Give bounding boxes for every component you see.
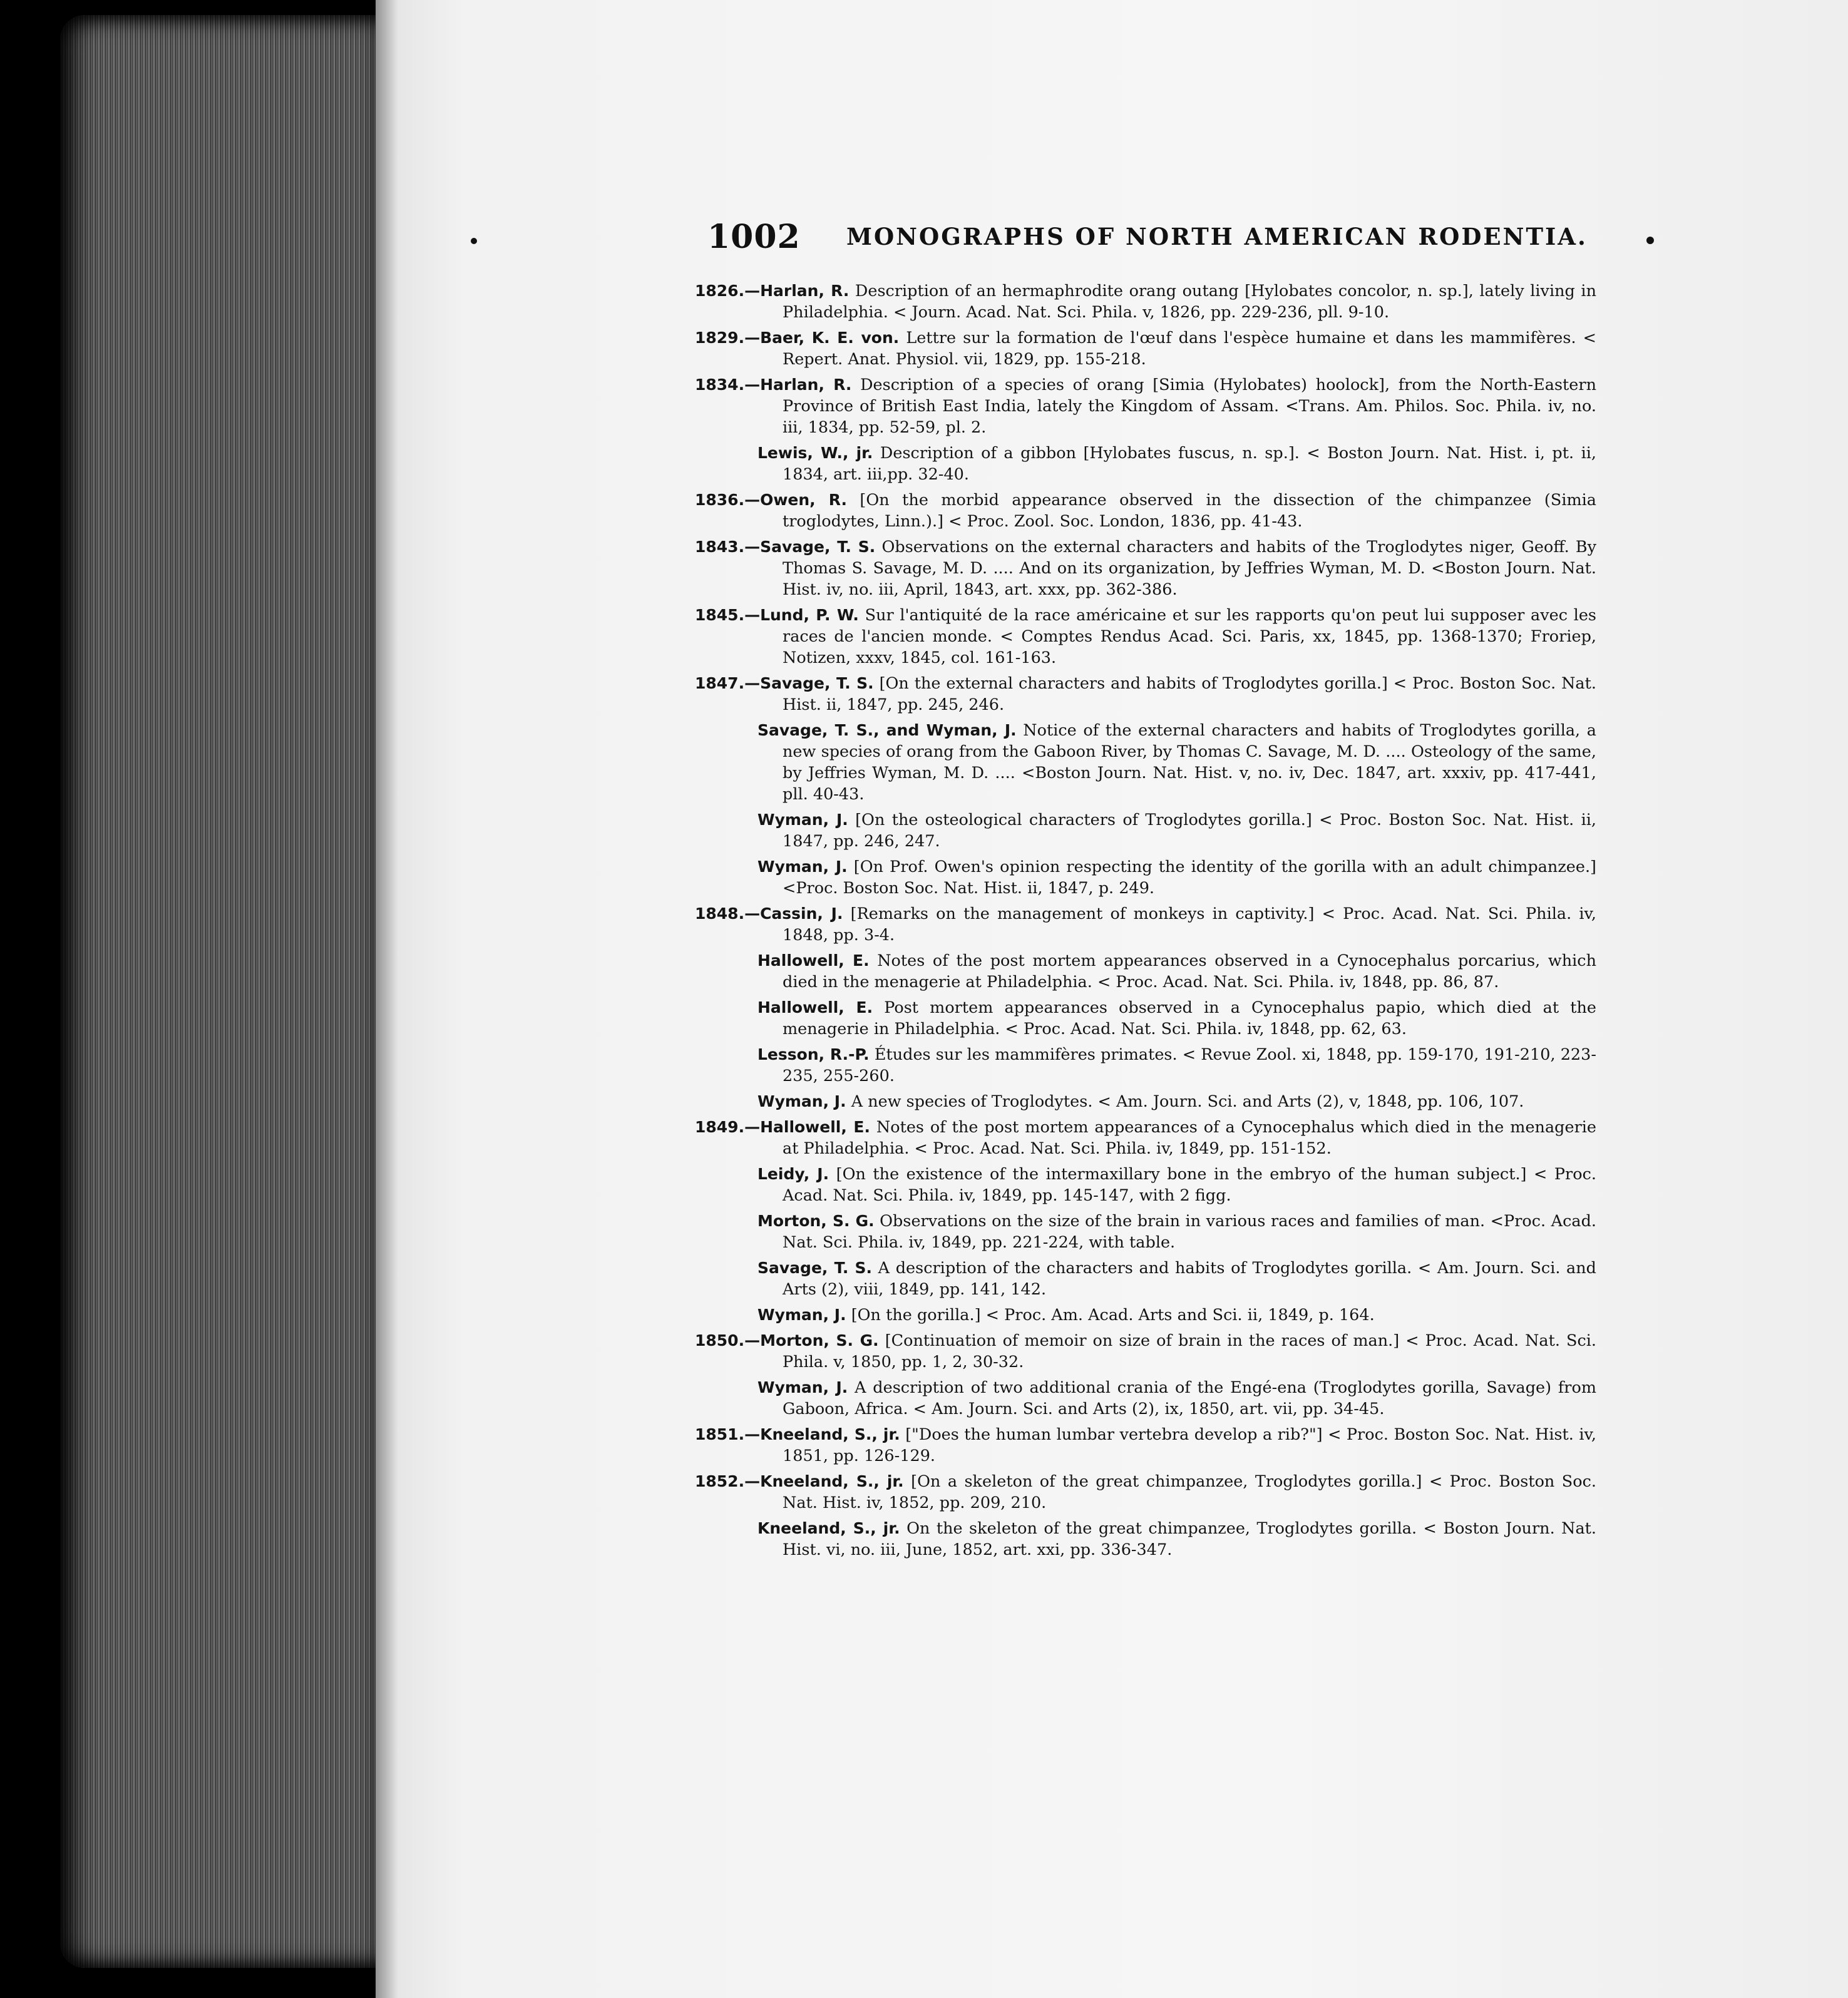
entry-text: Études sur les mammifères primates. < Revue Zool. xi, 1848, pp. 159-170, 191-210, 223-235, 255-260. [783, 1045, 1597, 1085]
bibliography-entry [695, 1117, 1596, 1159]
bibliography-entry [695, 720, 1596, 805]
bibliography-entry [695, 374, 1596, 438]
entry-author: Hallowell, E. [757, 951, 870, 970]
entry-year: 1851.— [695, 1425, 761, 1443]
entry-year: 1845.— [695, 606, 761, 624]
entry-year: 1847.— [695, 674, 761, 692]
entry-author: Wyman, J. [757, 811, 848, 829]
entry-year: 1849.— [695, 1118, 761, 1136]
entry-text: Notes of the post mortem appearances of a Cynocephalus which died in the menagerie at Philadelphia. < Proc. Acad. Nat. Sci. Phila. iv, 1849, pp. 151-152. [783, 1118, 1597, 1158]
bibliography-entry [695, 1164, 1596, 1206]
entry-author: Lesson, R.-P. [757, 1045, 870, 1063]
entry-text: Description of a species of orang [Simia (Hylobates) hoolock], from the North-Eastern Province of British East India, lately the Kingdom of Assam. <Trans. Am. Philos. Soc. Phila. iv, no. iii, 1834, pp. 52-59, pl. 2. [783, 376, 1596, 437]
entry-author: Leidy, J. [757, 1165, 829, 1183]
bibliography-entry [695, 605, 1596, 669]
entry-author: Wyman, J. [757, 1092, 846, 1110]
entry-text: Notice of the external characters and habits of Troglodytes gorilla, a new species of orang from the Gaboon River, by Thomas C. Savage, M. D. .... Osteology of the same, by Jeffries Wyman, M. D. .... <Boston Journ. Nat. Hist. v, no. iv, Dec. 1847, art. xxxiv, pp. 417-441, pll. 40-43. [783, 721, 1596, 804]
bibliography-list [695, 280, 1596, 1565]
entry-author: Hallowell, E. [757, 998, 873, 1017]
entry-text: [On the existence of the intermaxillary bone in the embryo of the human subject.] < Proc. Acad. Nat. Sci. Phila. iv, 1849, pp. 145-147, with 2 figg. [783, 1165, 1596, 1205]
entry-author: Baer, K. E. von. [760, 329, 900, 347]
entry-author: Owen, R. [760, 491, 847, 509]
running-title: MONOGRAPHS OF NORTH AMERICAN RODENTIA. [846, 223, 1588, 250]
entry-text: [Continuation of memoir on size of brain in the races of man.] < Proc. Acad. Nat. Sci. Phila. v, 1850, pp. 1, 2, 30-32. [783, 1331, 1596, 1371]
entry-author: Savage, T. S. [760, 674, 874, 692]
entry-text: On the skeleton of the great chimpanzee, Troglodytes gorilla. < Boston Journ. Nat. Hist. vi, no. iii, June, 1852, art. xxi, pp. 336-347. [783, 1519, 1597, 1559]
entry-text: ["Does the human lumbar vertebra develop a rib?"] < Proc. Boston Soc. Nat. Hist. iv, 1851, pp. 126-129. [783, 1425, 1597, 1465]
bibliography-entry [695, 536, 1596, 600]
bibliography-entry [695, 1258, 1596, 1300]
page-number: 1002 [707, 218, 801, 256]
bibliography-entry [695, 809, 1596, 852]
margin-dot-left [471, 238, 477, 244]
entry-text: [On the osteological characters of Troglodytes gorilla.] < Proc. Boston Soc. Nat. Hist. ii, 1847, pp. 246, 247. [783, 811, 1596, 851]
entry-author: Harlan, R. [760, 282, 850, 300]
entry-year: 1848.— [695, 904, 761, 923]
entry-text: Sur l'antiquité de la race américaine et sur les rapports qu'on peut lui supposer avec les races de l'ancien monde. < Comptes Rendus Acad. Sci. Paris, xx, 1845, pp. 1368-1370; Froriep, Notizen, xxxv, 1845, col. 161-163. [783, 606, 1597, 667]
bibliography-entry [695, 280, 1596, 323]
entry-text: [On a skeleton of the great chimpanzee, Troglodytes gorilla.] < Proc. Boston Soc. Nat. Hist. iv, 1852, pp. 209, 210. [783, 1472, 1597, 1512]
entry-text: A description of two additional crania of the Engé-ena (Troglodytes gorilla, Savage) from Gaboon, Africa. < Am. Journ. Sci. and Arts (2), ix, 1850, art. vii, pp. 34-45. [783, 1378, 1597, 1418]
entry-author: Lewis, W., jr. [757, 444, 873, 462]
entry-text: [On the gorilla.] < Proc. Am. Acad. Arts and Sci. ii, 1849, p. 164. [851, 1306, 1375, 1324]
book-page-edges [60, 15, 386, 1968]
bibliography-entry [695, 997, 1596, 1040]
entry-text: Observations on the size of the brain in various races and families of man. <Proc. Acad. Nat. Sci. Phila. iv, 1849, pp. 221-224, with table. [783, 1212, 1597, 1252]
entry-author: Savage, T. S. [757, 1259, 873, 1277]
entry-text: [On Prof. Owen's opinion respecting the identity of the gorilla with an adult chimpanzee.] <Proc. Boston Soc. Nat. Hist. ii, 1847, p. 249. [783, 858, 1597, 898]
entry-author: Wyman, J. [757, 1378, 848, 1396]
entry-author: Wyman, J. [757, 1306, 846, 1324]
bibliography-entry [695, 1044, 1596, 1087]
entry-author: Wyman, J. [757, 858, 848, 876]
entry-text: A new species of Troglodytes. < Am. Journ. Sci. and Arts (2), v, 1848, pp. 106, 107. [851, 1092, 1524, 1111]
entry-author: Morton, S. G. [760, 1331, 879, 1350]
bibliography-entry [695, 489, 1596, 532]
gutter-shadow [376, 0, 398, 1998]
entry-year: 1826.— [695, 282, 761, 300]
entry-year: 1834.— [695, 376, 761, 394]
bibliography-entry [695, 950, 1596, 993]
entry-author: Kneeland, S., jr. [757, 1519, 900, 1537]
entry-author: Kneeland, S., jr. [760, 1425, 900, 1443]
bibliography-entry [695, 903, 1596, 946]
entry-year: 1843.— [695, 538, 761, 556]
bibliography-entry [695, 327, 1596, 370]
bibliography-entry [695, 443, 1596, 485]
entry-text: Observations on the external characters and habits of the Troglodytes niger, Geoff. By Thomas S. Savage, M. D. .... And on its organization, by Jeffries Wyman, M. D. <Boston Journ. Nat. Hist. iv, no. iii, April, 1843, art. xxx, pp. 362-386. [783, 538, 1597, 599]
entry-text: Description of a gibbon [Hylobates fuscus, n. sp.]. < Boston Journ. Nat. Hist. i, pt. ii, 1834, art. iii,pp. 32-40. [783, 444, 1597, 484]
bibliography-entry [695, 1471, 1596, 1514]
entry-author: Lund, P. W. [760, 606, 859, 624]
entry-text: [On the morbid appearance observed in the dissection of the chimpanzee (Simia troglodytes, Linn.).] < Proc. Zool. Soc. London, 1836, pp. 41-43. [783, 491, 1597, 531]
entry-text: [Remarks on the management of monkeys in captivity.] < Proc. Acad. Nat. Sci. Phila. iv, 1848, pp. 3-4. [783, 904, 1596, 945]
bibliography-entry [695, 1518, 1596, 1560]
entry-author: Savage, T. S. [760, 538, 876, 556]
entry-year: 1836.— [695, 491, 761, 509]
entry-text: A description of the characters and habits of Troglodytes gorilla. < Am. Journ. Sci. and Arts (2), viii, 1849, pp. 141, 142. [783, 1259, 1597, 1299]
entry-text: Post mortem appearances observed in a Cynocephalus papio, which died at the menagerie in Philadelphia. < Proc. Acad. Nat. Sci. Phila. iv, 1848, pp. 62, 63. [783, 998, 1596, 1038]
entry-author: Hallowell, E. [760, 1118, 870, 1136]
entry-author: Harlan, R. [760, 376, 852, 394]
bibliography-entry [695, 1091, 1596, 1112]
entry-author: Cassin, J. [760, 904, 843, 923]
entry-year: 1850.— [695, 1331, 761, 1350]
bibliography-entry [695, 1304, 1596, 1326]
running-head [707, 218, 1684, 268]
bibliography-entry [695, 1330, 1596, 1373]
entry-author: Kneeland, S., jr. [760, 1472, 904, 1490]
entry-author: Savage, T. S., and Wyman, J. [757, 721, 1017, 739]
entry-year: 1829.— [695, 329, 761, 347]
bibliography-entry [695, 1211, 1596, 1253]
bibliography-entry [695, 1424, 1596, 1467]
entry-text: [On the external characters and habits of Troglodytes gorilla.] < Proc. Boston Soc. Nat. Hist. ii, 1847, pp. 245, 246. [783, 674, 1596, 714]
bibliography-entry [695, 673, 1596, 715]
entry-author: Morton, S. G. [757, 1212, 875, 1230]
entry-text: Description of an hermaphrodite orang outang [Hylobates concolor, n. sp.], lately living in Philadelphia. < Journ. Acad. Nat. Sci. Phila. v, 1826, pp. 229-236, pll. 9-10. [783, 282, 1597, 322]
entry-text: Lettre sur la formation de l'œuf dans l'espèce humaine et dans les mammifères. < Repert. Anat. Physiol. vii, 1829, pp. 155-218. [783, 329, 1596, 369]
entry-year: 1852.— [695, 1472, 761, 1490]
bibliography-entry [695, 1377, 1596, 1420]
entry-text: Notes of the post mortem appearances observed in a Cynocephalus porcarius, which died in the menagerie at Philadelphia. < Proc. Acad. Nat. Sci. Phila. iv, 1848, pp. 86, 87. [783, 951, 1597, 991]
bibliography-entry [695, 856, 1596, 899]
